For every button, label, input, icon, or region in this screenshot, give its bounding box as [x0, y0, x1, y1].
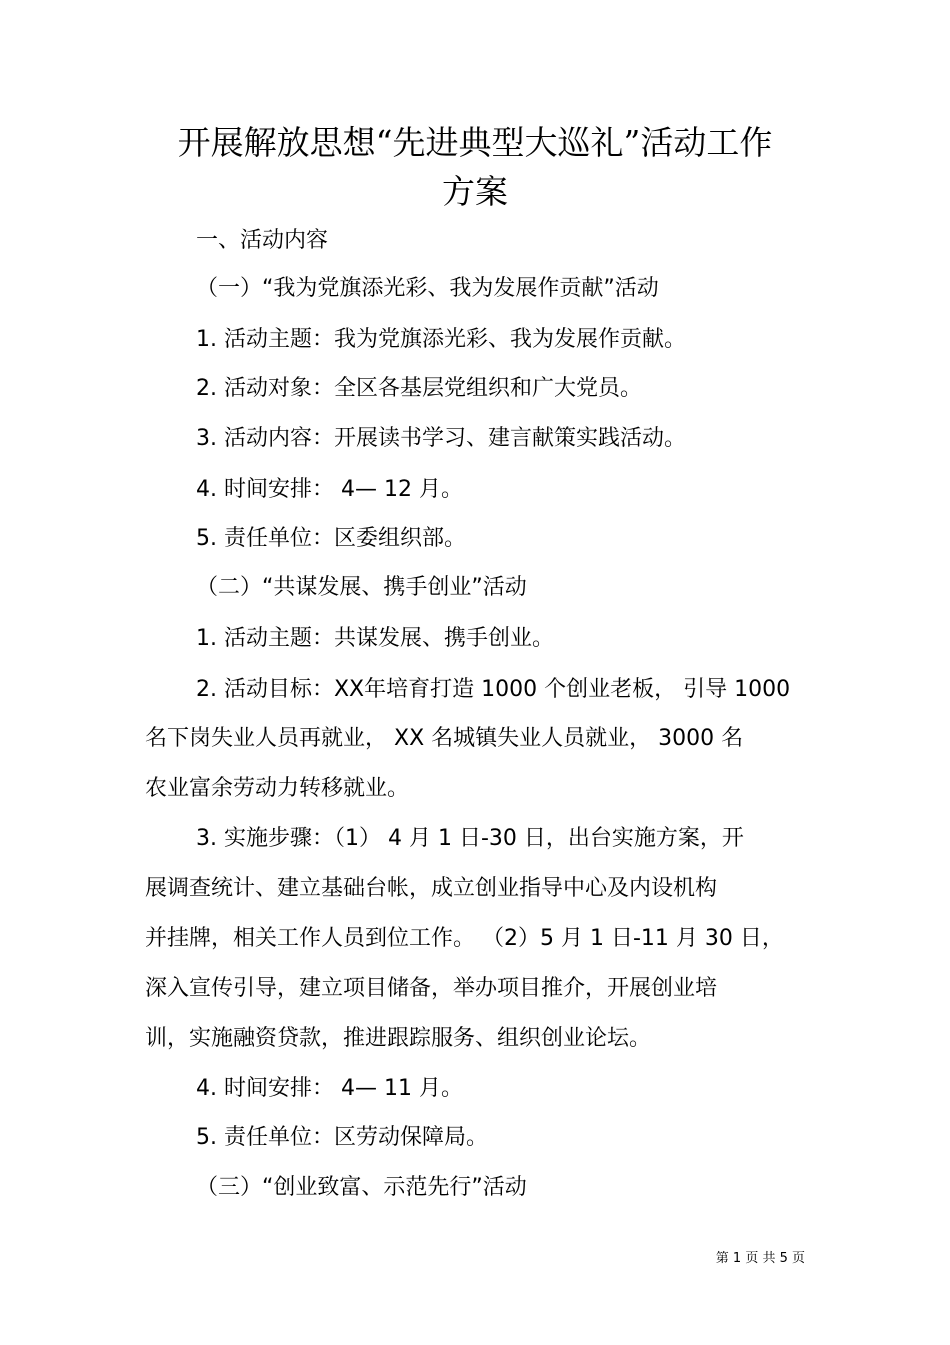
paragraph-line: 2. 活动目标：XX年培育打造 1000 个创业老板， 引导 1000 [196, 677, 791, 702]
paragraph-line: 农业富余劳动力转移就业。 [145, 776, 410, 801]
paragraph-line: 4. 时间安排： 4— 12 月。 [196, 477, 463, 502]
paragraph-line: 5. 责任单位：区委组织部。 [196, 526, 466, 551]
document-title-line-1: 开展解放思想“先进典型大巡礼”活动工作 [177, 123, 773, 162]
section-heading: 一、活动内容 [196, 228, 329, 253]
paragraph-line: 名下岗失业人员再就业， XX 名城镇失业人员就业， 3000 名 [145, 726, 744, 751]
paragraph-line: 3. 实施步骤：（1） 4 月 1 日-30 日，出台实施方案，开 [196, 826, 744, 851]
paragraph-line: 2. 活动对象：全区各基层党组织和广大党员。 [196, 376, 642, 401]
paragraph-line: 训，实施融资贷款，推进跟踪服务、组织创业论坛。 [145, 1026, 652, 1051]
paragraph-line: 1. 活动主题：我为党旗添光彩、我为发展作贡献。 [196, 327, 686, 352]
paragraph-line: 并挂牌，相关工作人员到位工作。 （2）5 月 1 日-11 月 30 日， [145, 926, 784, 951]
paragraph-line: 3. 活动内容：开展读书学习、建言献策实践活动。 [196, 426, 686, 451]
document-title-line-2: 方案 [442, 172, 508, 211]
subsection-heading: （一）“我为党旗添光彩、我为发展作贡献”活动 [196, 276, 659, 301]
paragraph-line: 展调查统计、建立基础台帐，成立创业指导中心及内设机构 [145, 876, 718, 901]
page-number-footer: 第 1 页 共 5 页 [715, 1251, 805, 1266]
subsection-heading: （二）“共谋发展、携手创业”活动 [196, 575, 527, 600]
paragraph-line: 4. 时间安排： 4— 11 月。 [196, 1076, 463, 1101]
subsection-heading: （三）“创业致富、示范先行”活动 [196, 1175, 527, 1200]
paragraph-line: 1. 活动主题：共谋发展、携手创业。 [196, 626, 554, 651]
paragraph-line: 深入宣传引导，建立项目储备，举办项目推介，开展创业培 [145, 976, 718, 1001]
paragraph-line: 5. 责任单位：区劳动保障局。 [196, 1125, 488, 1150]
